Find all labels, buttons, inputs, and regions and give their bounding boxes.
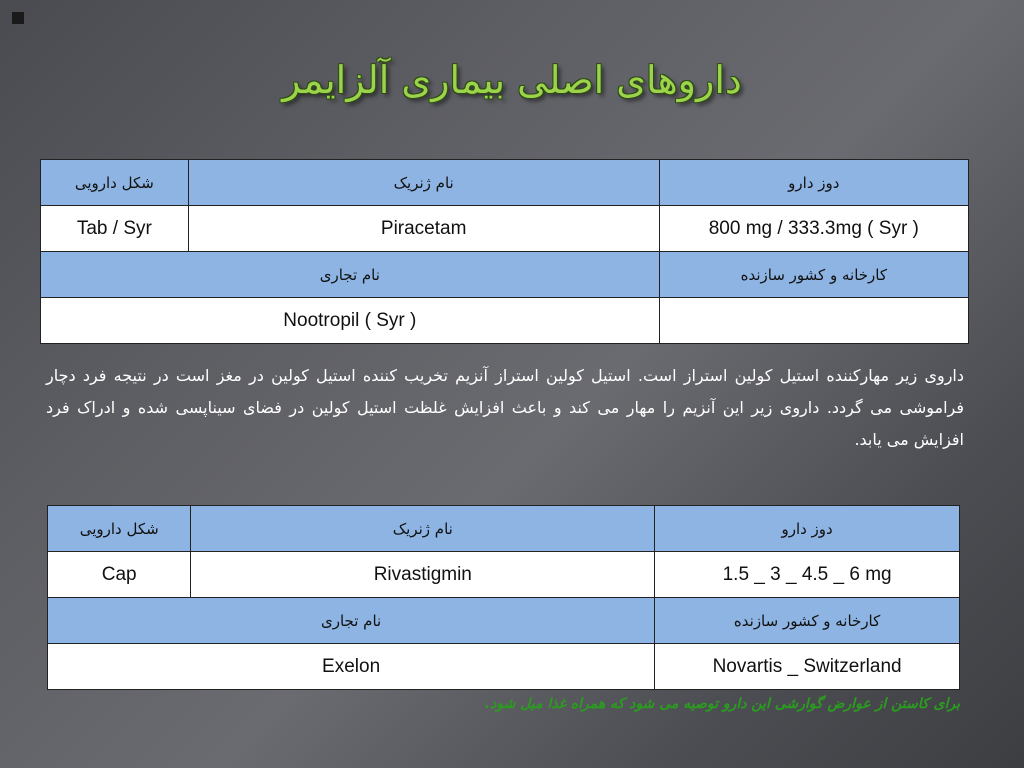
manufacturer-cell: Novartis _ Switzerland <box>655 644 960 690</box>
form-cell: Cap <box>48 552 191 598</box>
manufacturer-header: کارخانه و کشور سازنده <box>655 598 960 644</box>
form-cell: Tab / Syr <box>41 206 189 252</box>
dose-cell: 800 mg / 333.3mg ( Syr ) <box>659 206 968 252</box>
dose-header: دوز دارو <box>655 506 960 552</box>
manufacturer-header: کارخانه و کشور سازنده <box>659 252 968 298</box>
form-header: شکل دارویی <box>48 506 191 552</box>
description-paragraph: داروی زیر مهارکننده استیل کولین استراز است. استیل کولین استراز آنزیم تخریب کننده استیل کولین در مغز است در نتیجه فرد دچار فراموشی می گردد. داروی زیر این آنزیم را مهار می کند و باعث افزایش غلظت استیل کولین در فضای سیناپسی شده و ادراک فرد افزایش می یابد. <box>46 366 964 449</box>
manufacturer-cell <box>659 298 968 344</box>
dose-header: دوز دارو <box>659 160 968 206</box>
generic-cell: Rivastigmin <box>191 552 655 598</box>
generic-header: نام ژنریک <box>188 160 659 206</box>
corner-square <box>12 12 24 24</box>
rivastigmin-table <box>47 505 960 690</box>
brand-header: نام تجاری <box>48 598 655 644</box>
footnote-note: برای کاستن از عوارض گوارشی این دارو توصیه می شود که همراه غذا میل شود. <box>484 696 960 712</box>
form-header: شکل دارویی <box>41 160 189 206</box>
piracetam-table <box>40 159 969 344</box>
dose-cell: 1.5 _ 3 _ 4.5 _ 6 mg <box>655 552 960 598</box>
brand-cell: Nootropil ( Syr ) <box>41 298 660 344</box>
generic-header: نام ژنریک <box>191 506 655 552</box>
generic-cell: Piracetam <box>188 206 659 252</box>
brand-header: نام تجاری <box>41 252 660 298</box>
slide-title: داروهای اصلی بیماری آلزایمر <box>282 58 742 102</box>
brand-cell: Exelon <box>48 644 655 690</box>
